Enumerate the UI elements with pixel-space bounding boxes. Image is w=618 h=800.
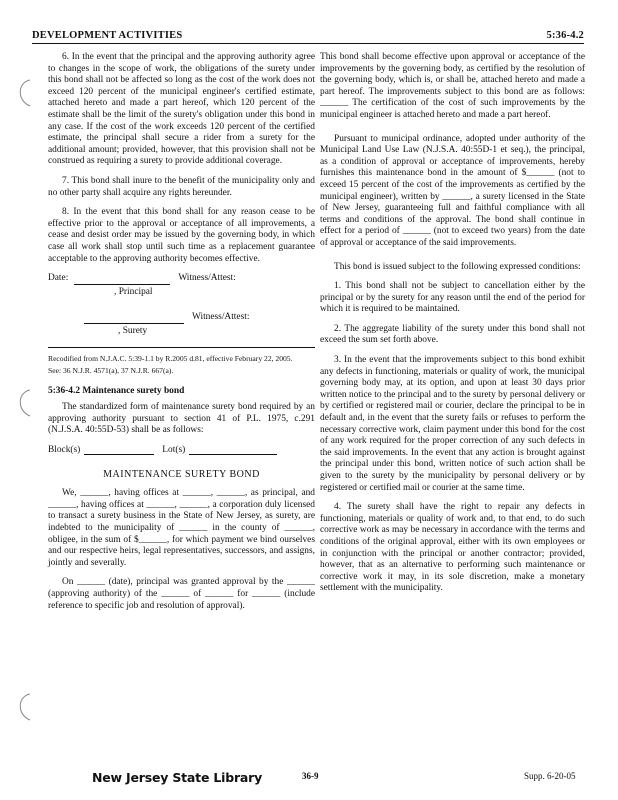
date-label: Date: [48,273,69,284]
signature-row-surety [48,312,315,324]
bond-on-paragraph: On ______ (date), principal was granted approval by the ______ (approving authority) of the ______ of ______ for ______ (include reference to specific job and resolution of approval). [48,577,315,611]
date-line [74,275,170,285]
binder-hole-mark-middle [14,388,32,418]
header-section-number: 5:36-4.2 [546,30,584,41]
divider [48,347,315,348]
surety-signature-line [84,314,184,324]
paragraph-8: 8. In the event that this bond shall for any reason cease to be effective prior to the approval or acceptance of all improvements, a cease and desist order may be issued by the governing body, in which case all work shall stop until such time as a replacement guarantee acceptable to the approving authority becomes effective. [48,207,315,264]
effective-paragraph: This bond shall become effective upon approval or acceptance of the improvements by the governing body, as certified by the resolution of the governing body, which is, or shall be, attached hereto and made a part hereof. The improvements subject to this bond are as follows: ______ The certification of the cost of such improvements by the municipal engineer is attached hereto and made a part hereof. [320,52,585,120]
recodified-note: Recodified from N.J.A.C. 5:39-1.1 by R.2005 d.81, effective February 22, 2005. [48,354,293,364]
right-column [320,52,585,603]
lot-line [189,445,277,455]
principal-label: , Principal [114,286,153,297]
ordinance-paragraph: Pursuant to municipal ordinance, adopted under authority of the Municipal Land Use Law (N.J.S.A. 40:55D-1 et seq.), the principal, as a condition of approval or acceptance of improvements, hereby furnishes this maintenance bond in the amount of $______ (not to exceed 15 percent of the cost of the improvements as certified by the municipal engineer), written by ______, a surety licensed in the State of New Jersey, guaranteeing full and faithful compliance with all terms and conditions of the approval. The bond shall continue in effect for a period of ______ (not to exceed two years) from the date of approval or acceptance of the said improvements. [320,133,585,248]
condition-4: 4. The surety shall have the right to repair any defects in functioning, materials or quality of work and, to that end, to do such corrective work as may be necessary in accordance with the terms and conditions of the original approval, either with its own employees or in conjunction with the principal or another contractor; provided, however, that as an alternative to performing such maintenance or corrective work it may, in its sole discretion, make a monetary settlement with the municipality. [320,502,585,594]
left-column [48,52,315,620]
binder-hole-mark-top [14,78,32,108]
witness-attest-label: Witness/Attest: [192,312,250,323]
see-note: See: 36 N.J.R. 4571(a), 37 N.J.R. 667(a). [48,366,174,376]
library-stamp: New Jersey State Library [92,770,263,785]
conditions-intro: This bond is issued subject to the following expressed conditions: [334,261,581,272]
running-header [32,30,584,44]
bond-we-paragraph: We, ______, having offices at ______, ______, as principal, and ______, having offices at ______, ______, a corporation duly licensed to transact a surety business in the State of New Jersey, as surety, are indebted to the municipality of ______ in the county of ______, obligee, in the sum of $______, for which payment we bind ourselves and our respective heirs, legal representatives, successors, and assigns, jointly and severally. [48,488,315,568]
condition-3: 3. In the event that the improvements subject to this bond exhibit any defects in functioning, materials or quality of work, the municipal governing body may, at its option, and upon at least 30 days prior written notice to the principal and to the surety by personal delivery or by certified or registered mail or courier, declare the principal to be in default and, in the event that the surety fails or refuses to perform the necessary corrective work, claim payment under this bond for the cost of any work required for the proper correction of any such defects in the said improvements. In the event that any action is brought against the principal under this bond, written notice of such action shall be given to the surety by the municipality by personal delivery or by registered or certified mail or courier at the same time. [320,355,585,493]
condition-1: 1. This bond shall not be subject to cancellation either by the principal or by the surety for any reason until the end of the period for which it is required to be maintained. [320,281,585,315]
header-title: DEVELOPMENT ACTIVITIES [32,30,183,41]
bond-title: MAINTENANCE SURETY BOND [103,468,260,480]
paragraph-6: 6. In the event that the principal and the approving authority agree to changes in the scope of work, the obligations of the surety under this bond shall not be affected so long as the cost of the work does not exceed 120 percent of the municipal engineer's certified estimate, attached hereto and made a part hereof, which 120 percent of the estimate shall be the limit of the surety's obligation under this bond in any case. If the cost of the work exceeds 120 percent of the certified estimate, the principal shall secure a rider from a surety for the additional amount; provided, however, that this provision shall not be construed as requiring a surety to provide additional coverage. [48,52,315,167]
signature-row-principal [48,273,315,285]
paragraph-7: 7. This bond shall inure to the benefit of the municipality only and no other party shall acquire any rights hereunder. [48,175,315,198]
binder-hole-mark-bottom [14,692,32,722]
section-intro: The standardized form of maintenance surety bond required by an approving authority pursuant to section 41 of P.L. 1975, c.291 (N.J.S.A. 40:55D-53) shall be as follows: [48,402,315,436]
section-heading: 5:36-4.2 Maintenance surety bond [48,385,185,396]
lot-label: Lot(s) [162,445,186,456]
witness-attest-label: Witness/Attest: [178,273,236,284]
block-line [84,445,154,455]
block-lot-row [48,445,315,457]
block-label: Block(s) [48,445,81,456]
condition-2: 2. The aggregate liability of the surety under this bond shall not exceed the sum set forth above. [320,323,585,346]
page-number: 36-9 [302,771,319,781]
surety-label: , Surety [118,325,148,336]
supplement-date: Supp. 6-20-05 [524,771,576,781]
